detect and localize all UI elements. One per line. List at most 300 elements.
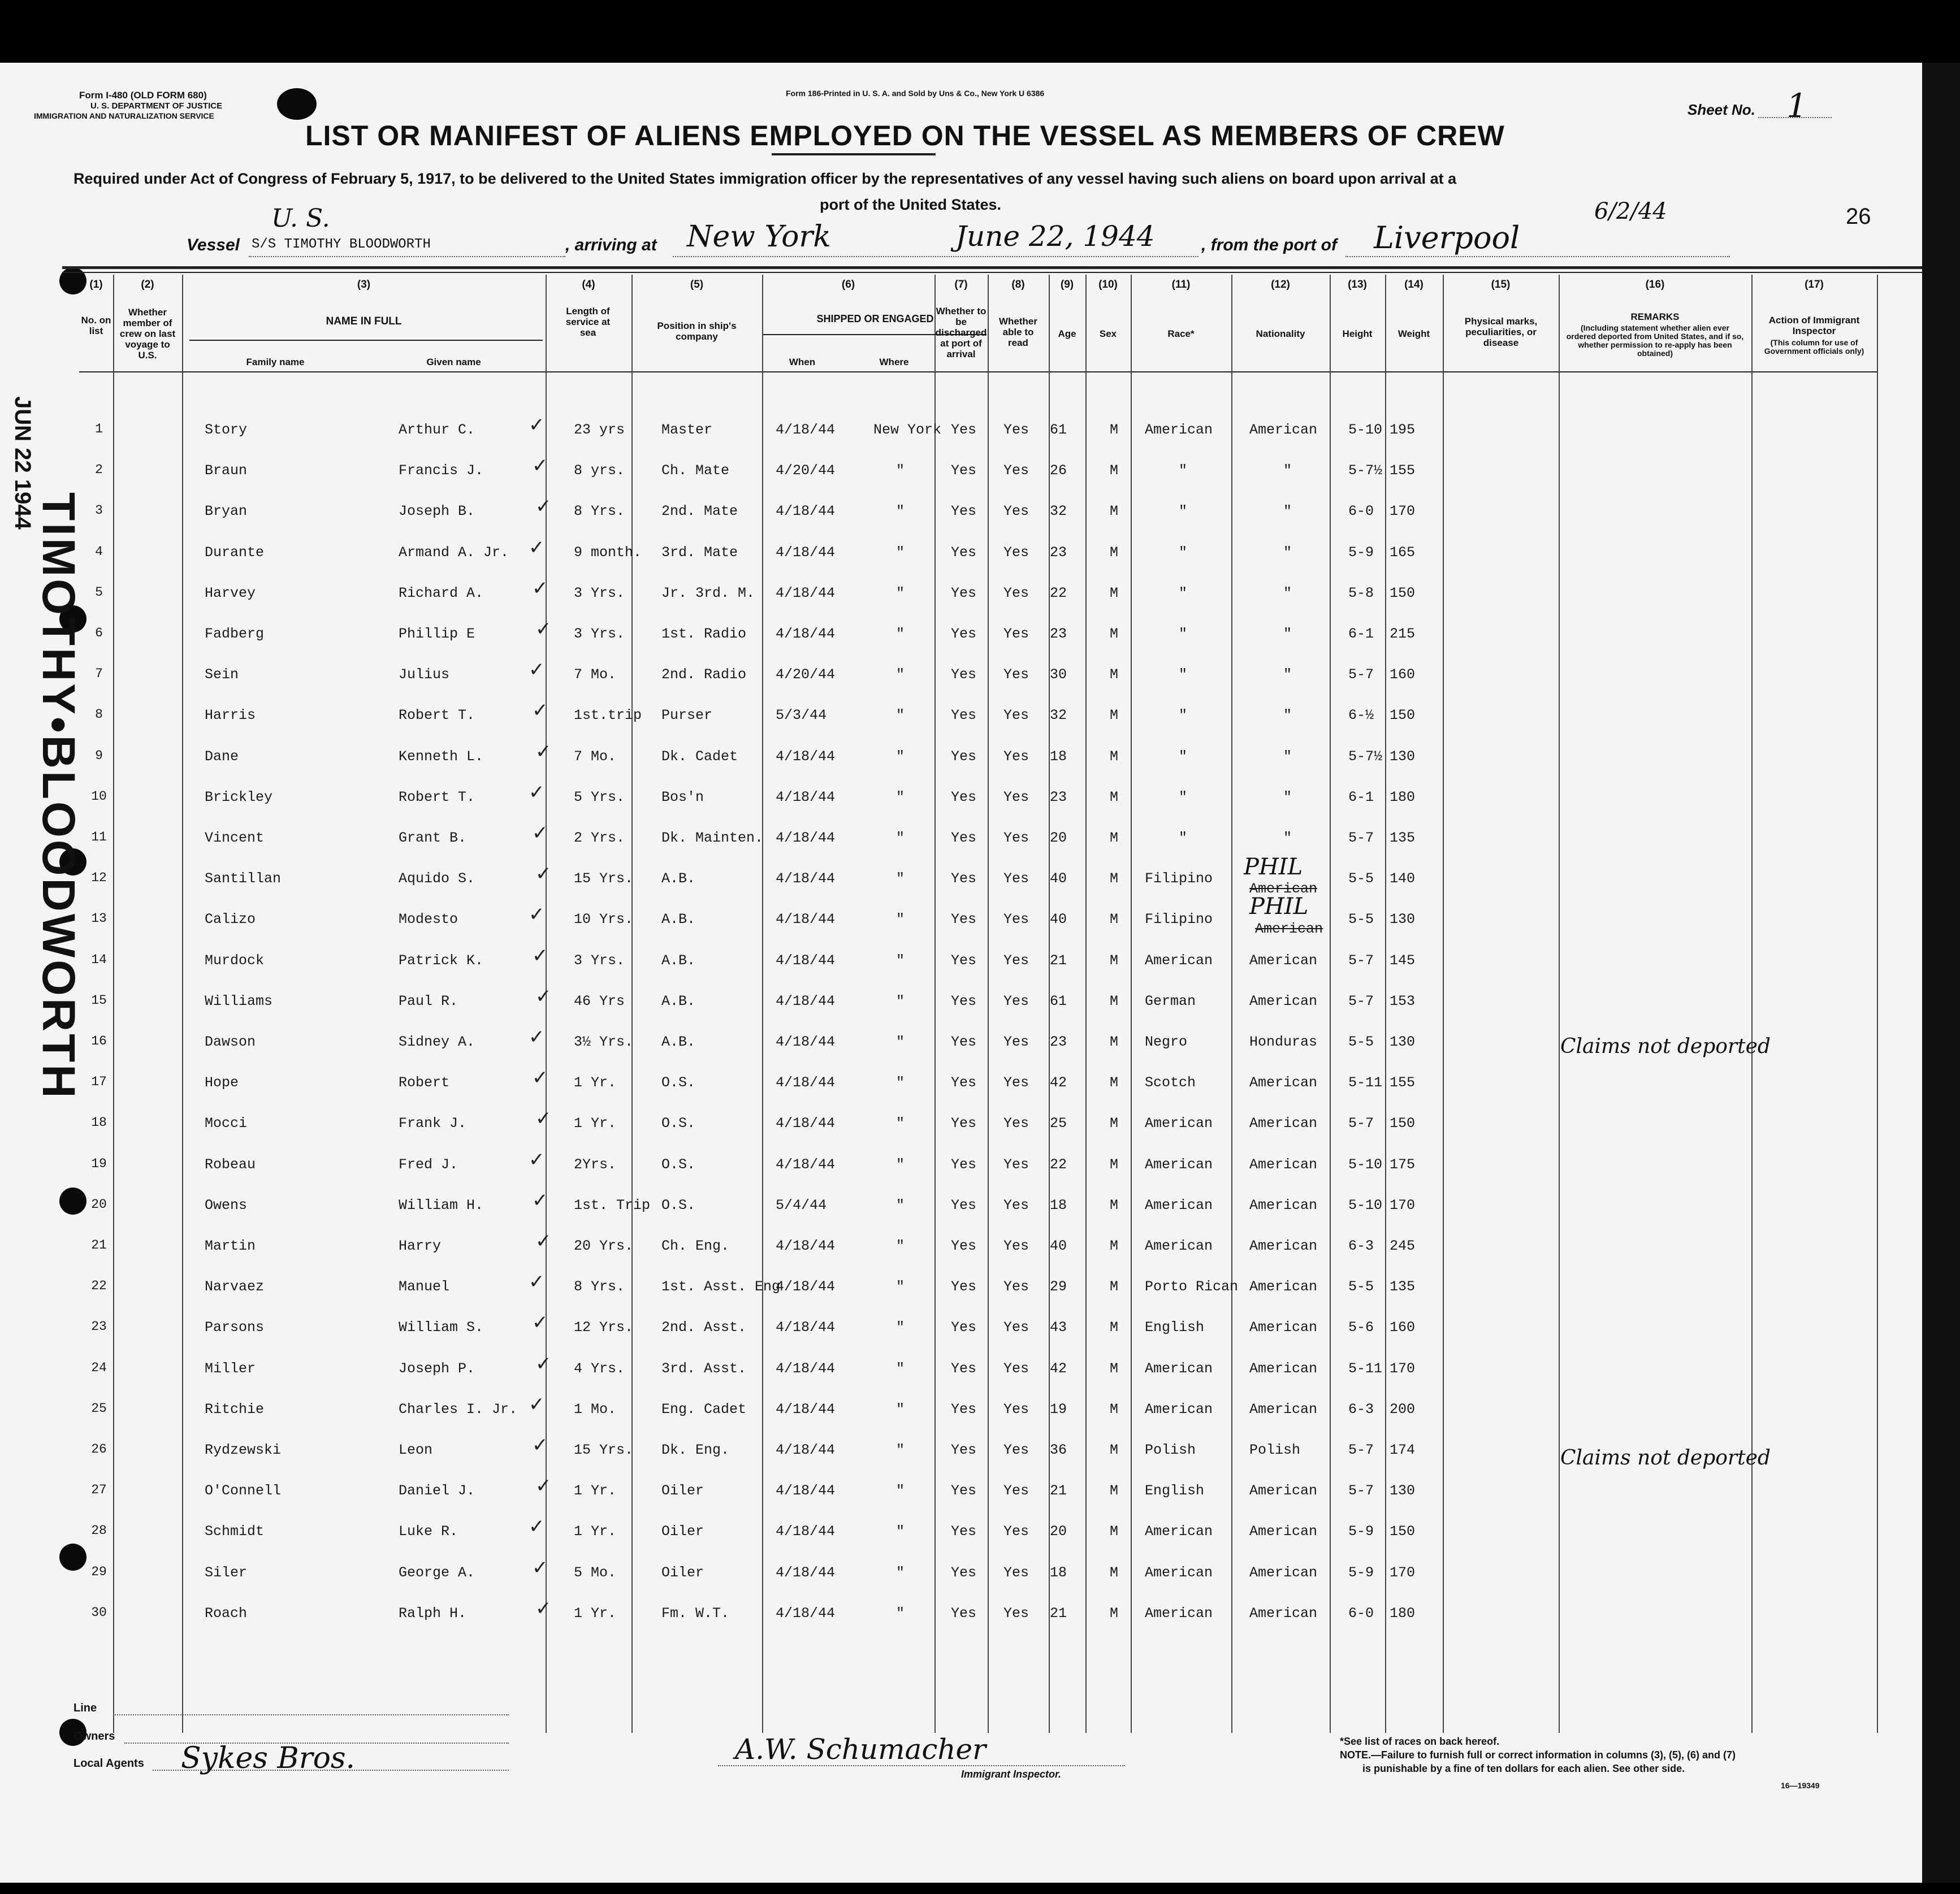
row-number: 3 bbox=[95, 503, 103, 518]
nationality: " bbox=[1283, 748, 1292, 765]
col-8-label: Whether able to read bbox=[999, 316, 1037, 348]
height: 5-5 bbox=[1348, 1278, 1374, 1295]
weight: 140 bbox=[1390, 870, 1416, 887]
penalty-note: NOTE.—Failure to furnish full or correct information in columns (3), (5), (6) and (7) bbox=[1340, 1749, 1736, 1761]
shipped-where: " bbox=[896, 584, 905, 601]
family-name: Mocci bbox=[205, 1115, 248, 1132]
family-name: Dawson bbox=[205, 1034, 256, 1050]
check-mark-icon: ✓ bbox=[535, 495, 552, 518]
nationality: " bbox=[1283, 788, 1292, 805]
able-to-read: Yes bbox=[1003, 992, 1029, 1009]
check-mark-icon: ✓ bbox=[529, 1026, 545, 1048]
discharged: Yes bbox=[951, 503, 977, 520]
given-name: William S. bbox=[399, 1319, 484, 1336]
position: Fm. W.T. bbox=[661, 1605, 730, 1622]
service-length: 5 Mo. bbox=[574, 1564, 617, 1581]
nationality: American bbox=[1249, 1074, 1318, 1091]
sex: M bbox=[1110, 1360, 1119, 1377]
nationality: Polish bbox=[1249, 1442, 1301, 1458]
age: 21 bbox=[1050, 952, 1067, 969]
family-name: Murdock bbox=[205, 952, 265, 969]
height: 5-7 bbox=[1348, 830, 1374, 846]
given-name: Julius bbox=[399, 666, 450, 683]
height: 5-10 bbox=[1348, 422, 1383, 438]
height: 6-0 bbox=[1348, 1605, 1374, 1622]
family-name-header: Family name bbox=[246, 357, 305, 367]
check-mark-icon: ✓ bbox=[535, 618, 552, 640]
sex: M bbox=[1110, 1074, 1119, 1091]
height: 5-11 bbox=[1348, 1360, 1383, 1377]
service-length: 8 Yrs. bbox=[574, 503, 625, 520]
service-name: IMMIGRATION AND NATURALIZATION SERVICE bbox=[34, 111, 214, 120]
check-mark-icon: ✓ bbox=[535, 1230, 552, 1252]
sex: M bbox=[1110, 870, 1119, 887]
shipped-when: 4/18/44 bbox=[776, 544, 836, 561]
col-2-label: Whether member of crew on last voyage to U.S. bbox=[119, 307, 176, 361]
age: 42 bbox=[1050, 1360, 1067, 1377]
sex: M bbox=[1110, 830, 1119, 846]
sex: M bbox=[1110, 1605, 1119, 1622]
given-name-header: Given name bbox=[426, 357, 481, 367]
check-mark-icon: ✓ bbox=[532, 1556, 548, 1579]
service-length: 2 Yrs. bbox=[574, 830, 625, 846]
position: A.B. bbox=[661, 911, 696, 928]
race: Scotch bbox=[1145, 1074, 1196, 1091]
shipped-when: 4/18/44 bbox=[776, 788, 836, 805]
row-number: 4 bbox=[95, 544, 103, 559]
family-name: Harris bbox=[205, 707, 256, 724]
position: Oiler bbox=[661, 1523, 704, 1540]
position: A.B. bbox=[661, 952, 696, 969]
able-to-read: Yes bbox=[1003, 748, 1029, 765]
sex: M bbox=[1110, 626, 1119, 642]
able-to-read: Yes bbox=[1003, 1401, 1029, 1418]
scan-border-right bbox=[1922, 63, 1960, 1894]
race: American bbox=[1145, 1523, 1213, 1540]
inspector-signature: A.W. Schumacher bbox=[735, 1733, 987, 1766]
shipped-where: " bbox=[896, 1442, 905, 1458]
col-7-number: (7) bbox=[954, 279, 968, 291]
weight: 195 bbox=[1390, 422, 1416, 438]
remark-row-26: Claims not deported bbox=[1560, 1446, 1771, 1470]
position: 2nd. Asst. bbox=[661, 1319, 747, 1336]
able-to-read: Yes bbox=[1003, 870, 1029, 887]
family-name: Williams bbox=[205, 992, 273, 1009]
sex: M bbox=[1110, 952, 1119, 969]
nationality: American bbox=[1249, 422, 1318, 438]
col-4-label: Length of service at sea bbox=[565, 306, 611, 338]
sex: M bbox=[1110, 788, 1119, 805]
shipped-when: 4/18/44 bbox=[776, 1605, 836, 1622]
height: 5-10 bbox=[1348, 1197, 1383, 1213]
age: 32 bbox=[1050, 503, 1067, 520]
position: A.B. bbox=[661, 870, 696, 887]
race: " bbox=[1179, 626, 1188, 642]
subtitle-line-1: Required under Act of Congress of February 5, 1917, to be delivered to the United States immigration officer by the representatives of any vessel having such aliens on board upon arrival at a bbox=[73, 170, 1457, 187]
shipped-when: 4/18/44 bbox=[776, 1034, 836, 1050]
height: 5-9 bbox=[1348, 1564, 1374, 1581]
shipped-when: 5/3/44 bbox=[776, 707, 827, 724]
able-to-read: Yes bbox=[1003, 626, 1029, 642]
given-name: Kenneth L. bbox=[399, 748, 484, 765]
height: 5-6 bbox=[1348, 1319, 1374, 1336]
check-mark-icon: ✓ bbox=[535, 1597, 552, 1620]
shipped-where: " bbox=[896, 1074, 905, 1091]
col-6-number: (6) bbox=[841, 279, 855, 291]
nationality: American bbox=[1249, 1156, 1318, 1173]
given-name: George A. bbox=[399, 1564, 475, 1581]
row-number: 2 bbox=[95, 462, 103, 478]
weight: 245 bbox=[1390, 1238, 1416, 1254]
service-length: 5 Yrs. bbox=[574, 788, 625, 805]
given-name: Joseph B. bbox=[399, 503, 475, 520]
weight: 150 bbox=[1390, 1115, 1416, 1132]
nationality: American bbox=[1249, 1605, 1318, 1622]
able-to-read: Yes bbox=[1003, 911, 1029, 928]
weight: 150 bbox=[1390, 1523, 1416, 1540]
sex: M bbox=[1110, 911, 1119, 928]
height: 5-7 bbox=[1348, 1442, 1374, 1458]
check-mark-icon: ✓ bbox=[535, 1475, 552, 1498]
weight: 215 bbox=[1390, 626, 1416, 642]
shipped-when: 4/18/44 bbox=[776, 1319, 836, 1336]
race: English bbox=[1145, 1483, 1205, 1499]
given-name: Paul R. bbox=[399, 992, 458, 1009]
race: German bbox=[1145, 992, 1196, 1009]
discharged: Yes bbox=[951, 1238, 977, 1254]
shipped-where: " bbox=[896, 462, 905, 479]
discharged: Yes bbox=[951, 1360, 977, 1377]
col-14-label: Weight bbox=[1397, 328, 1430, 339]
position: Oiler bbox=[661, 1564, 704, 1581]
shipped-when: 4/18/44 bbox=[776, 1074, 836, 1091]
row-number: 22 bbox=[91, 1278, 107, 1294]
sex: M bbox=[1110, 1319, 1119, 1336]
age: 43 bbox=[1050, 1319, 1067, 1336]
shipped-where: " bbox=[896, 1197, 905, 1213]
service-length: 1 Yr. bbox=[574, 1523, 617, 1540]
family-name: Braun bbox=[205, 462, 248, 479]
family-name: Brickley bbox=[205, 788, 273, 805]
family-name: Calizo bbox=[205, 911, 256, 928]
position: 1st. Asst. Eng bbox=[661, 1278, 781, 1295]
given-name: Robert bbox=[399, 1074, 450, 1091]
race: " bbox=[1179, 707, 1188, 724]
us-annotation: U. S. bbox=[271, 204, 330, 233]
family-name: Ritchie bbox=[205, 1401, 265, 1418]
given-name: Francis J. bbox=[399, 462, 484, 479]
service-length: 7 Mo. bbox=[574, 748, 617, 765]
weight: 180 bbox=[1390, 788, 1416, 805]
shipped-when: 4/18/44 bbox=[776, 503, 836, 520]
sex: M bbox=[1110, 1564, 1119, 1581]
service-length: 15 Yrs. bbox=[574, 870, 634, 887]
height: 5-7 bbox=[1348, 666, 1374, 683]
sex: M bbox=[1110, 707, 1119, 724]
given-name: Leon bbox=[399, 1442, 433, 1458]
check-mark-icon: ✓ bbox=[532, 822, 548, 844]
row-number: 28 bbox=[91, 1523, 107, 1538]
row-number: 11 bbox=[91, 830, 107, 844]
discharged: Yes bbox=[951, 626, 977, 642]
height: 5-9 bbox=[1348, 1523, 1374, 1540]
service-length: 7 Mo. bbox=[574, 666, 617, 683]
race: " bbox=[1179, 748, 1188, 765]
vessel-name: S/S TIMOTHY BLOODWORTH bbox=[252, 237, 431, 252]
age: 20 bbox=[1050, 1523, 1067, 1540]
sex: M bbox=[1110, 992, 1119, 1009]
age: 23 bbox=[1050, 788, 1067, 805]
race: " bbox=[1179, 544, 1188, 561]
race: American bbox=[1145, 1564, 1213, 1581]
given-name: Armand A. Jr. bbox=[399, 544, 509, 561]
nationality: American bbox=[1249, 1238, 1318, 1254]
family-name: Bryan bbox=[205, 503, 248, 520]
col-13-label: Height bbox=[1342, 328, 1373, 339]
able-to-read: Yes bbox=[1003, 1238, 1029, 1254]
race: " bbox=[1179, 462, 1188, 479]
sex: M bbox=[1110, 1156, 1119, 1173]
subtitle-line-2: port of the United States. bbox=[820, 196, 1002, 213]
service-length: 23 yrs bbox=[574, 422, 625, 438]
check-mark-icon: ✓ bbox=[532, 1434, 548, 1457]
date-stamp: JUN 22 1944 bbox=[10, 396, 35, 530]
given-name: Joseph P. bbox=[399, 1360, 475, 1377]
service-length: 46 Yrs bbox=[574, 992, 625, 1009]
weight: 135 bbox=[1390, 1278, 1416, 1295]
service-length: 9 month. bbox=[574, 544, 642, 561]
shipped-when: 4/18/44 bbox=[776, 1442, 836, 1458]
nationality: American bbox=[1249, 1564, 1318, 1581]
weight: 170 bbox=[1390, 1360, 1416, 1377]
nationality: American bbox=[1249, 1360, 1318, 1377]
family-name: Harvey bbox=[205, 584, 256, 601]
row-number: 12 bbox=[91, 870, 107, 886]
race: " bbox=[1179, 788, 1188, 805]
race: American bbox=[1145, 1360, 1213, 1377]
sex: M bbox=[1110, 462, 1119, 479]
arriving-port: New York bbox=[687, 220, 831, 254]
able-to-read: Yes bbox=[1003, 1197, 1029, 1213]
discharged: Yes bbox=[951, 1074, 977, 1091]
weight: 174 bbox=[1390, 1442, 1416, 1458]
col-10-number: (10) bbox=[1098, 279, 1118, 291]
row-number: 15 bbox=[91, 992, 107, 1008]
given-name: Modesto bbox=[399, 911, 458, 928]
shipped-when: 4/18/44 bbox=[776, 1156, 836, 1173]
height: 5-5 bbox=[1348, 911, 1374, 928]
age: 42 bbox=[1050, 1074, 1067, 1091]
sheet-no-label: Sheet No. bbox=[1688, 101, 1755, 118]
position: Bos'n bbox=[661, 788, 704, 805]
shipped-when: 4/18/44 bbox=[776, 830, 836, 846]
race: " bbox=[1179, 503, 1188, 520]
shipped-when: 5/4/44 bbox=[776, 1197, 827, 1213]
shipped-where: " bbox=[896, 788, 905, 805]
shipped-where: " bbox=[896, 544, 905, 561]
row-number: 26 bbox=[91, 1442, 107, 1457]
given-name: Robert T. bbox=[399, 707, 475, 724]
family-name: Sein bbox=[205, 666, 239, 683]
service-length: 1st.trip bbox=[574, 707, 642, 724]
sex: M bbox=[1110, 1238, 1119, 1254]
row-number: 8 bbox=[95, 707, 103, 722]
shipped-when: 4/18/44 bbox=[776, 748, 836, 765]
arrival-date: June 22, 1944 bbox=[955, 220, 1155, 253]
given-name: Charles I. Jr. bbox=[399, 1401, 518, 1418]
form-code: 16—19349 bbox=[1781, 1781, 1820, 1790]
weight: 130 bbox=[1390, 1034, 1416, 1050]
family-name: O'Connell bbox=[205, 1483, 282, 1499]
check-mark-icon: ✓ bbox=[535, 740, 552, 763]
age: 22 bbox=[1050, 584, 1067, 601]
service-length: 1st. Trip bbox=[574, 1197, 651, 1213]
able-to-read: Yes bbox=[1003, 1319, 1029, 1336]
age: 29 bbox=[1050, 1278, 1067, 1295]
row-number: 23 bbox=[91, 1319, 107, 1334]
col-12-number: (12) bbox=[1271, 279, 1290, 291]
check-mark-icon: ✓ bbox=[532, 454, 548, 478]
age: 25 bbox=[1050, 1115, 1067, 1132]
age: 61 bbox=[1050, 422, 1067, 438]
weight: 200 bbox=[1390, 1401, 1416, 1418]
discharged: Yes bbox=[951, 952, 977, 969]
height: 5-10 bbox=[1348, 1156, 1383, 1173]
remarks-note: (Including statement whether alien ever ordered deported from United States, and if so, whether permission to re-apply has been obtained) bbox=[1566, 323, 1744, 358]
given-name: Aquido S. bbox=[399, 870, 475, 887]
row-number: 17 bbox=[91, 1074, 107, 1090]
weight: 153 bbox=[1390, 992, 1416, 1009]
shipped-where: " bbox=[896, 1483, 905, 1499]
sex: M bbox=[1110, 544, 1119, 561]
family-name: Parsons bbox=[205, 1319, 265, 1336]
discharged: Yes bbox=[951, 1523, 977, 1540]
scan-border-bottom bbox=[0, 1883, 1960, 1894]
check-mark-icon: ✓ bbox=[532, 577, 548, 600]
nationality-correction-12: PHIL bbox=[1244, 854, 1303, 880]
age: 36 bbox=[1050, 1442, 1067, 1458]
position: Jr. 3rd. M. bbox=[661, 584, 755, 601]
shipped-where: " bbox=[896, 1319, 905, 1336]
shipped-where: " bbox=[896, 1605, 905, 1622]
printer-line: Form 186-Printed in U. S. A. and Sold by Uns & Co., New York U 6386 bbox=[786, 89, 1045, 98]
shipped-when: 4/18/44 bbox=[776, 1564, 836, 1581]
owners-label: Owners bbox=[73, 1730, 115, 1743]
nationality: American bbox=[1249, 952, 1318, 969]
punch-hole bbox=[59, 1544, 86, 1571]
check-mark-icon: ✓ bbox=[532, 944, 548, 967]
height: 5-7½ bbox=[1348, 748, 1383, 765]
weight: 130 bbox=[1390, 911, 1416, 928]
height: 5-11 bbox=[1348, 1074, 1383, 1091]
service-length: 3 Yrs. bbox=[574, 584, 625, 601]
service-length: 3 Yrs. bbox=[574, 952, 625, 969]
discharged: Yes bbox=[951, 1115, 977, 1132]
discharged: Yes bbox=[951, 1034, 977, 1050]
shipped-where: " bbox=[896, 1238, 905, 1254]
race: English bbox=[1145, 1319, 1205, 1336]
dept-name: U. S. DEPARTMENT OF JUSTICE bbox=[90, 101, 223, 111]
discharged: Yes bbox=[951, 1605, 977, 1622]
row-number: 20 bbox=[91, 1197, 107, 1212]
row-number: 18 bbox=[91, 1115, 107, 1130]
height: 5-7 bbox=[1348, 1483, 1374, 1499]
sex: M bbox=[1110, 584, 1119, 601]
service-length: 20 Yrs. bbox=[574, 1238, 634, 1254]
nationality: " bbox=[1283, 503, 1292, 520]
row-number: 19 bbox=[91, 1156, 107, 1171]
sheet-no-value: 1 bbox=[1786, 86, 1807, 125]
vessel-stamp: TIMOTHY•BLOODWORTH bbox=[33, 492, 84, 1100]
weight: 170 bbox=[1390, 1564, 1416, 1581]
discharged: Yes bbox=[951, 666, 977, 683]
col-4-number: (4) bbox=[582, 279, 595, 291]
col-13-number: (13) bbox=[1348, 279, 1367, 291]
family-name: Durante bbox=[205, 544, 265, 561]
row-number: 30 bbox=[91, 1605, 107, 1620]
service-length: 1 Yr. bbox=[574, 1074, 617, 1091]
race: American bbox=[1145, 1401, 1213, 1418]
weight: 130 bbox=[1390, 748, 1416, 765]
race: American bbox=[1145, 952, 1213, 969]
struck-nationality-12: American bbox=[1249, 881, 1318, 897]
shipped-when: 4/18/44 bbox=[776, 626, 836, 642]
able-to-read: Yes bbox=[1003, 830, 1029, 846]
sex: M bbox=[1110, 1278, 1119, 1295]
age: 23 bbox=[1050, 544, 1067, 561]
shipped-when: 4/18/44 bbox=[776, 1483, 836, 1499]
family-name: Schmidt bbox=[205, 1523, 265, 1540]
age: 26 bbox=[1050, 462, 1067, 479]
check-mark-icon: ✓ bbox=[535, 985, 552, 1008]
shipped-when: 4/18/44 bbox=[776, 1238, 836, 1254]
height: 5-7 bbox=[1348, 1115, 1374, 1132]
age: 21 bbox=[1050, 1483, 1067, 1499]
col-12-label: Nationality bbox=[1256, 328, 1305, 339]
weight: 160 bbox=[1390, 1319, 1416, 1336]
discharged: Yes bbox=[951, 1401, 977, 1418]
punch-hole bbox=[59, 1187, 86, 1215]
races-note: *See list of races on back hereof. bbox=[1340, 1736, 1500, 1747]
given-name: Sidney A. bbox=[399, 1034, 475, 1050]
age: 40 bbox=[1050, 1238, 1067, 1254]
able-to-read: Yes bbox=[1003, 584, 1029, 601]
race: American bbox=[1145, 1605, 1213, 1622]
col-8-number: (8) bbox=[1011, 279, 1025, 291]
shipped-where: " bbox=[896, 707, 905, 724]
col-17-label: Action of Immigrant Inspector bbox=[1768, 315, 1860, 336]
family-name: Owens bbox=[205, 1197, 248, 1213]
able-to-read: Yes bbox=[1003, 1156, 1029, 1173]
nationality: " bbox=[1283, 666, 1292, 683]
given-name: Phillip E bbox=[399, 626, 475, 642]
shipped-when: 4/18/44 bbox=[776, 422, 836, 438]
service-length: 10 Yrs. bbox=[574, 911, 634, 928]
page-number: 26 bbox=[1846, 204, 1871, 229]
sex: M bbox=[1110, 1442, 1119, 1458]
shipped-when: 4/18/44 bbox=[776, 1360, 836, 1377]
family-name: Narvaez bbox=[205, 1278, 265, 1295]
family-name: Dane bbox=[205, 748, 239, 765]
shipped-where: " bbox=[896, 1278, 905, 1295]
position: 2nd. Mate bbox=[661, 503, 738, 520]
able-to-read: Yes bbox=[1003, 544, 1029, 561]
shipped-where: " bbox=[896, 1564, 905, 1581]
remark-row-16: Claims not deported bbox=[1560, 1035, 1771, 1058]
when-header: When bbox=[789, 357, 816, 367]
discharged: Yes bbox=[951, 1442, 977, 1458]
shipped-when: 4/18/44 bbox=[776, 584, 836, 601]
